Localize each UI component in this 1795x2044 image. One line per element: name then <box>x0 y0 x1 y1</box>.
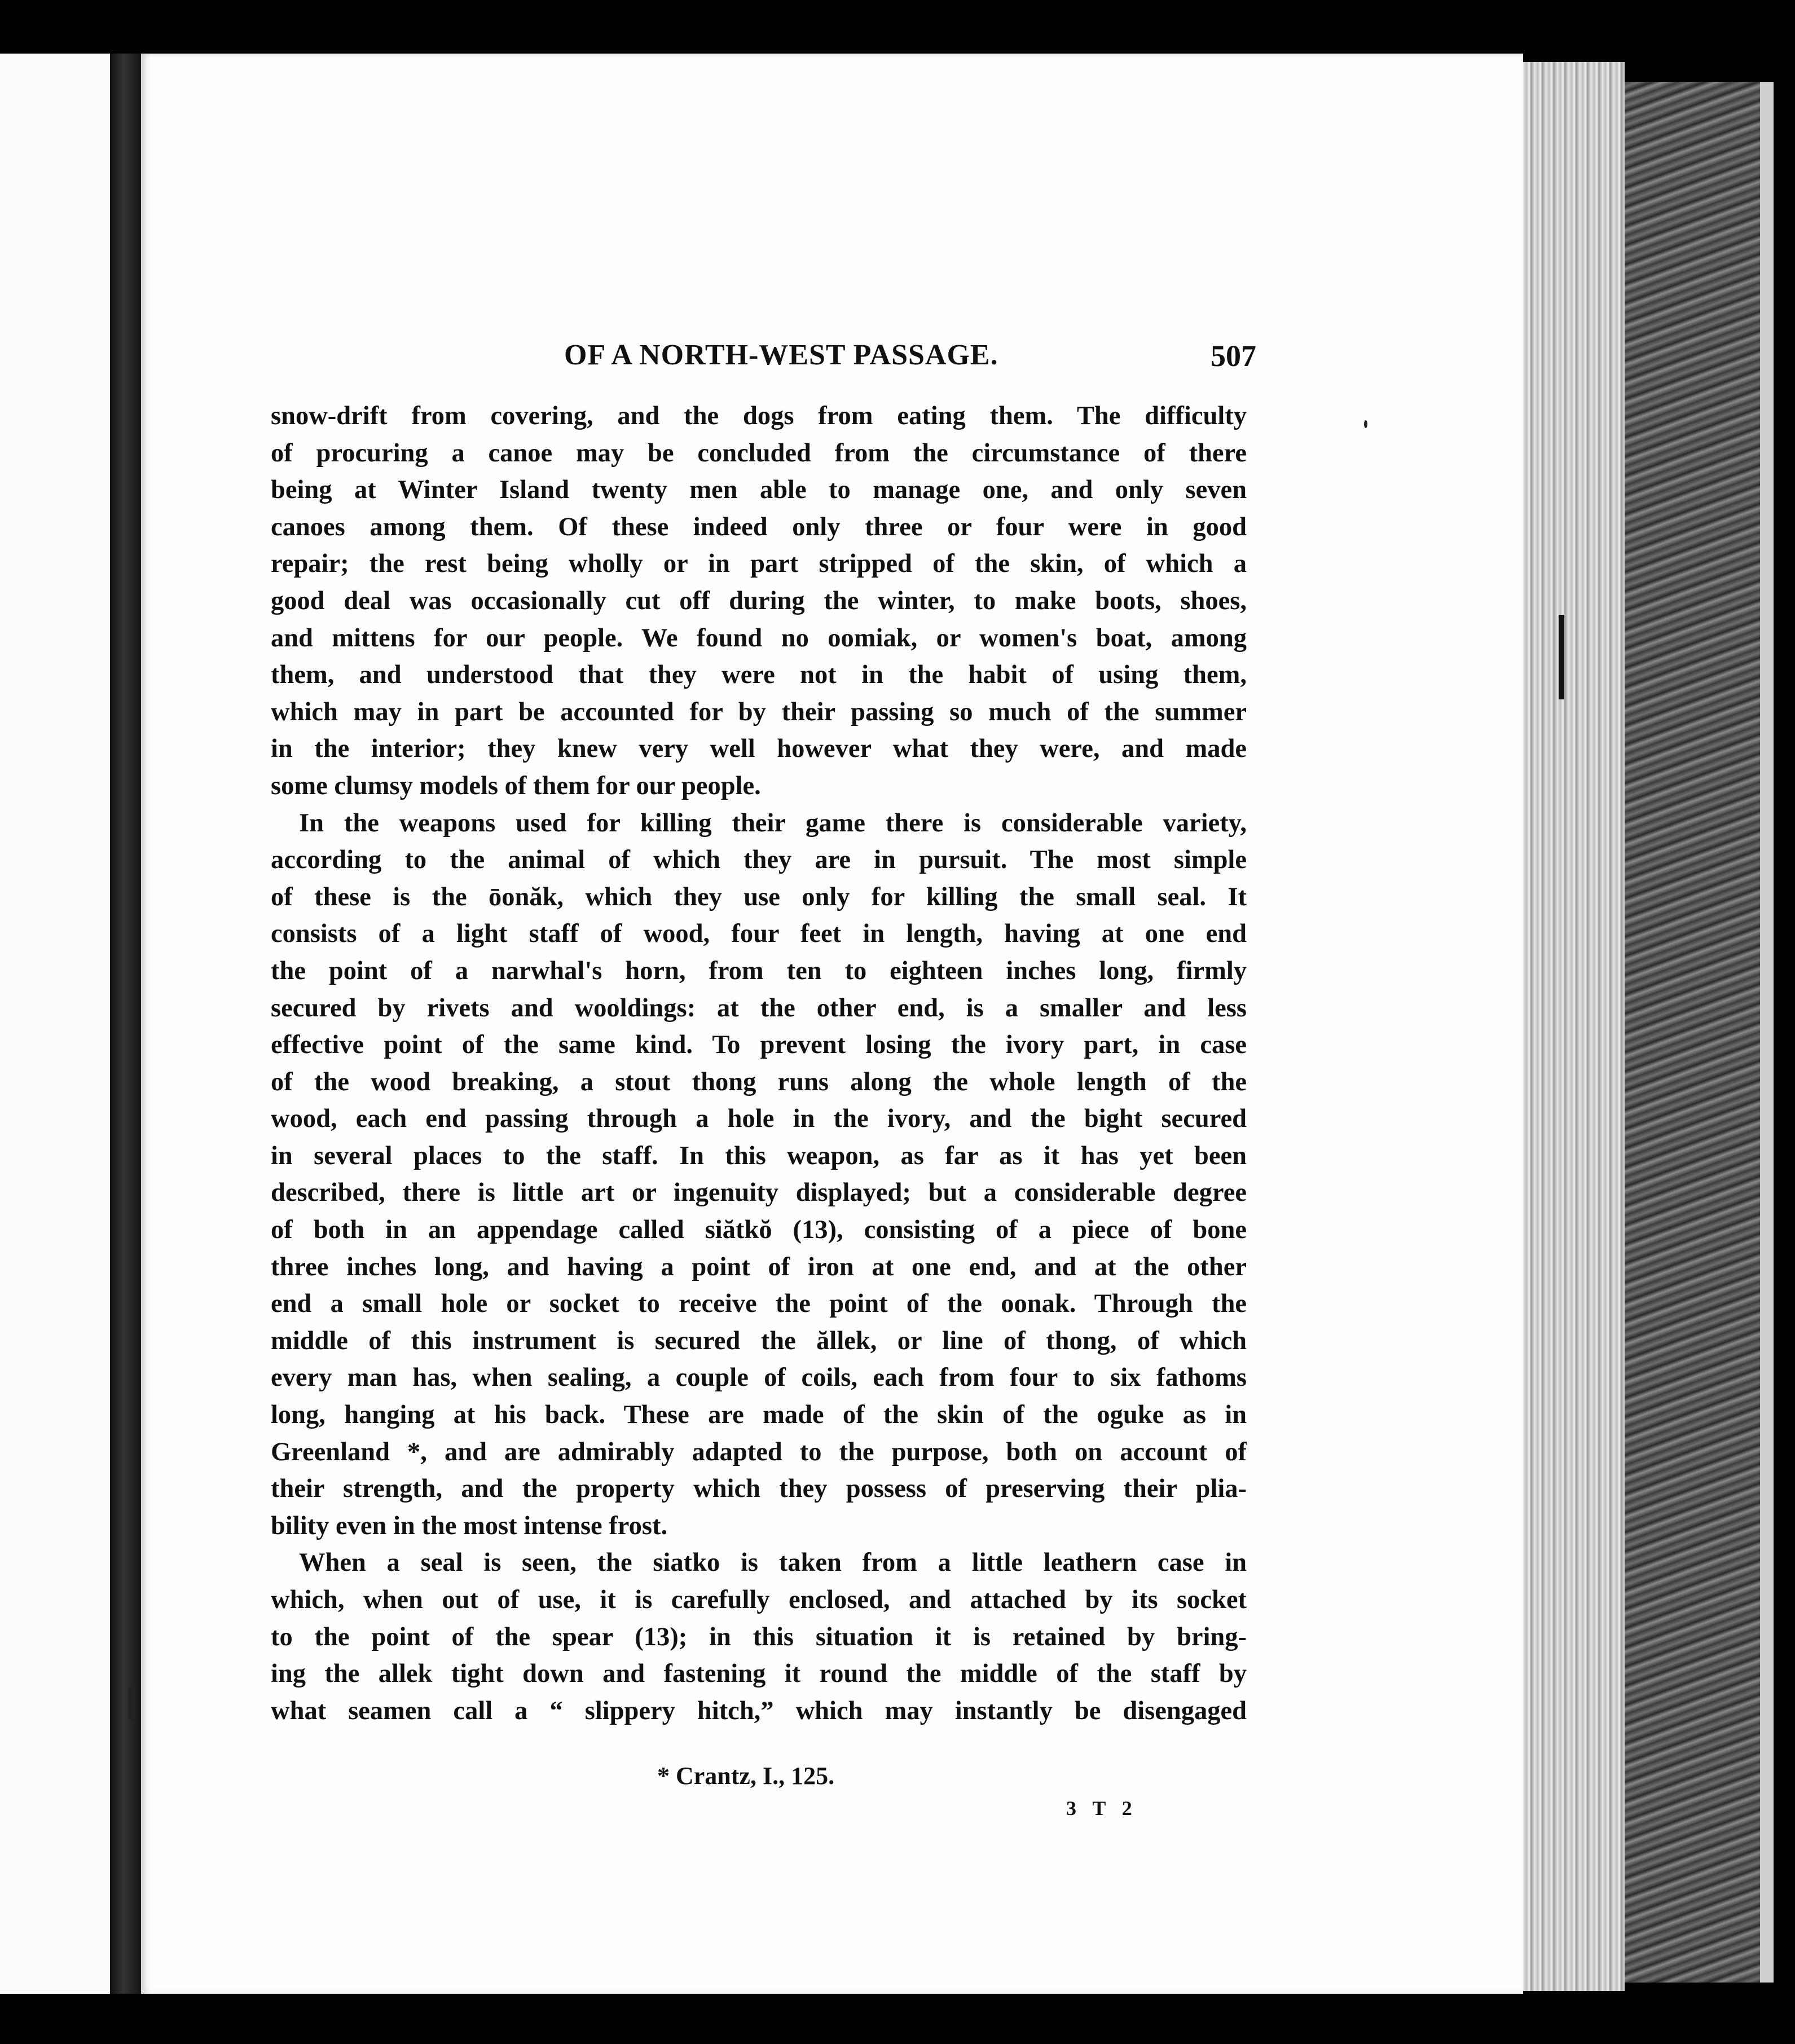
text-line: them, and understood that they were not in the habit of using them, <box>271 660 1247 690</box>
text-line: When a seal is seen, the siatko is taken from a little leathern case in <box>299 1548 1247 1578</box>
text-line: canoes among them. Of these indeed only three or four were in good <box>271 512 1247 541</box>
text-line: described, there is little art or ingenuity displayed; but a considerable degree <box>271 1178 1247 1208</box>
text-line: three inches long, and having a point of iron at one end, and at the other <box>271 1252 1247 1281</box>
running-title: OF A NORTH-WEST PASSAGE. <box>564 339 998 371</box>
text-line: according to the animal of which they are in pursuit. The most simple <box>271 845 1247 875</box>
body-text <box>271 398 1247 1729</box>
text-line: of these is the ōonăk, which they use only for killing the small seal. It <box>271 882 1247 911</box>
text-line: In the weapons used for killing their game there is considerable variety, <box>299 808 1247 838</box>
scan-speck <box>1364 420 1367 428</box>
text-line: bility even in the most intense frost. <box>271 1511 668 1540</box>
text-line: some clumsy models of them for our people. <box>271 771 761 800</box>
running-head <box>141 338 1523 378</box>
text-line: of procuring a canoe may be concluded from the circumstance of there <box>271 438 1247 468</box>
scan-speck <box>129 1686 135 1720</box>
footnote: * Crantz, I., 125. <box>657 1762 835 1790</box>
text-line: their strength, and the property which they possess of preserving their plia- <box>271 1474 1247 1504</box>
facing-page-edge <box>0 54 121 1994</box>
page-block-edge <box>1523 62 1625 1991</box>
cover-rim <box>1760 82 1774 1983</box>
text-line: repair; the rest being wholly or in part stripped of the skin, of which a <box>271 549 1247 579</box>
text-line: which may in part be accounted for by their passing so much of the summer <box>271 697 1247 726</box>
page-number: 507 <box>1211 339 1256 373</box>
text-line: end a small hole or socket to receive the point of the oonak. Through the <box>271 1289 1247 1319</box>
text-line: of both in an appendage called siătkŏ (13), consisting of a piece of bone <box>271 1215 1247 1245</box>
text-line: secured by rivets and wooldings: at the other end, is a smaller and less <box>271 993 1247 1023</box>
book-gutter <box>110 54 144 1994</box>
text-line: in several places to the staff. In this weapon, as far as it has yet been <box>271 1141 1247 1170</box>
text-line: the point of a narwhal's horn, from ten to eighteen inches long, firmly <box>271 956 1247 985</box>
text-line: to the point of the spear (13); in this situation it is retained by bring- <box>271 1622 1247 1651</box>
page-edge-mark <box>1559 615 1564 699</box>
text-line: consists of a light staff of wood, four feet in length, having at one end <box>271 919 1247 949</box>
text-line: being at Winter Island twenty men able to manage one, and only seven <box>271 475 1247 505</box>
text-line: good deal was occasionally cut off during the winter, to make boots, shoes, <box>271 586 1247 615</box>
text-line: which, when out of use, it is carefully enclosed, and attached by its socket <box>271 1585 1247 1614</box>
text-line: in the interior; they knew very well however what they were, and made <box>271 734 1247 764</box>
text-line: of the wood breaking, a stout thong runs along the whole length of the <box>271 1067 1247 1096</box>
text-line: Greenland *, and are admirably adapted to the purpose, both on account of <box>271 1437 1247 1466</box>
text-line: what seamen call a “ slippery hitch,” which may instantly be disengaged <box>271 1696 1247 1725</box>
signature-mark: 3 T 2 <box>1066 1797 1138 1820</box>
book-cover-edge <box>1625 82 1760 1983</box>
text-line: and mittens for our people. We found no oomiak, or women's boat, among <box>271 623 1247 653</box>
text-line: long, hanging at his back. These are made of the skin of the oguke as in <box>271 1400 1247 1430</box>
text-line: effective point of the same kind. To prevent losing the ivory part, in case <box>271 1030 1247 1060</box>
book-page <box>141 54 1523 1994</box>
text-line: ing the allek tight down and fastening it round the middle of the staff by <box>271 1659 1247 1689</box>
text-line: snow-drift from covering, and the dogs from eating them. The difficulty <box>271 402 1247 430</box>
text-line: wood, each end passing through a hole in the ivory, and the bight secured <box>271 1104 1247 1134</box>
text-line: middle of this instrument is secured the ăllek, or line of thong, of which <box>271 1326 1247 1355</box>
text-line: every man has, when sealing, a couple of coils, each from four to six fathoms <box>271 1363 1247 1393</box>
